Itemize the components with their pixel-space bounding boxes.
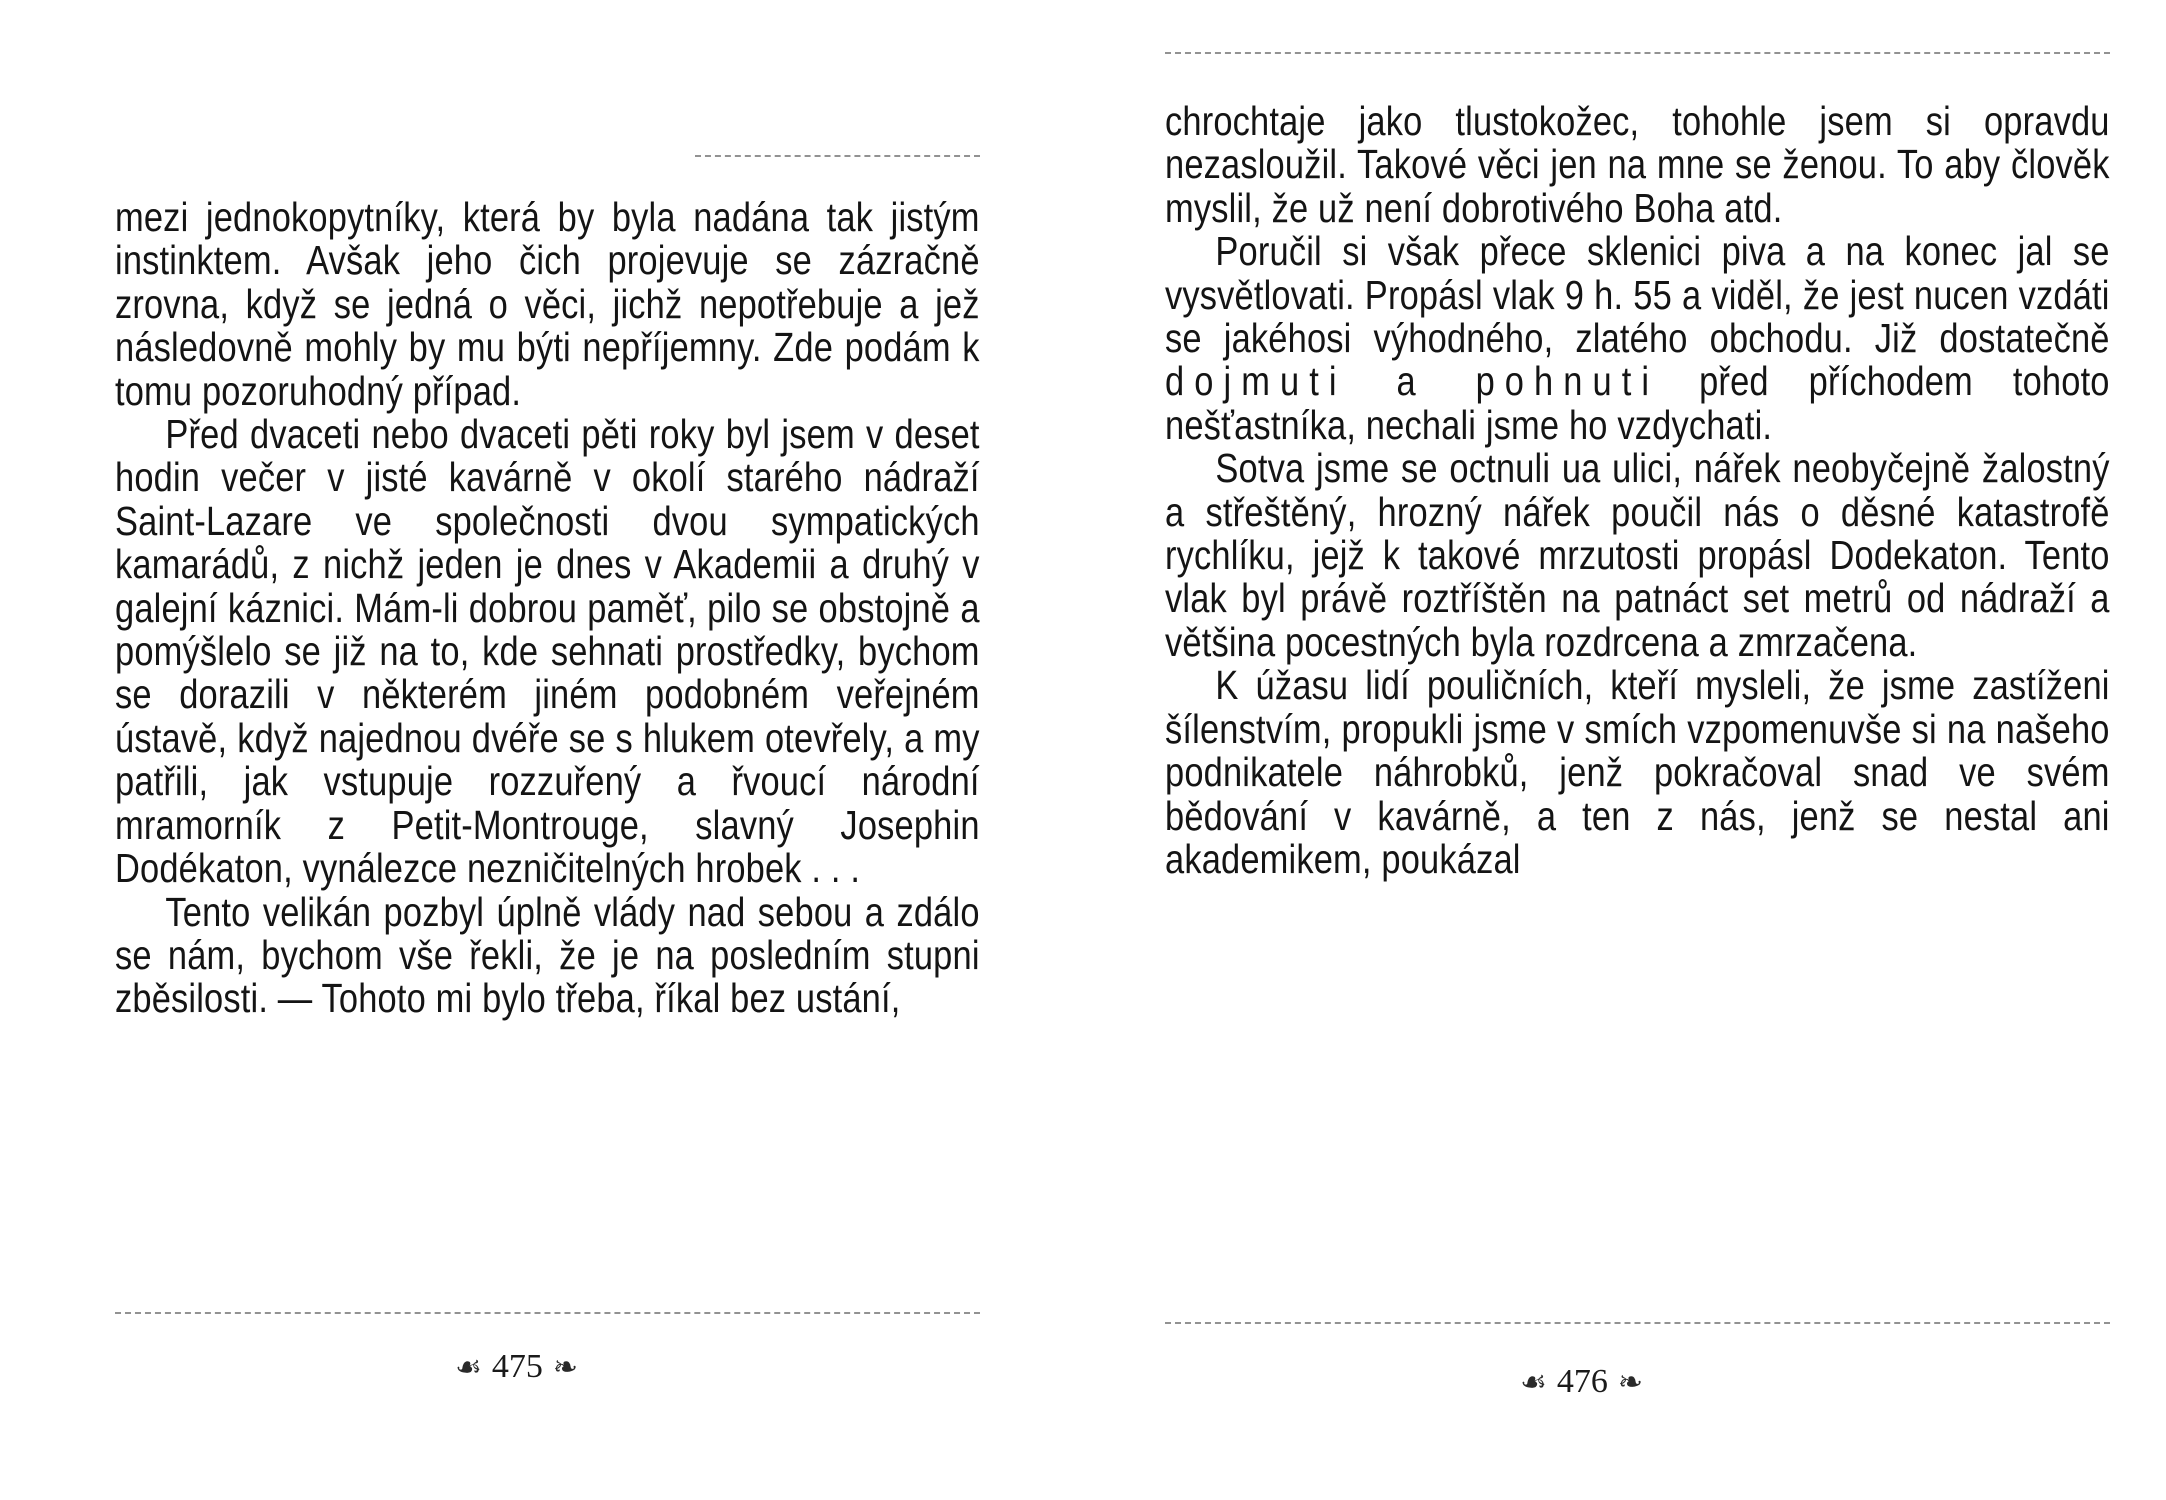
ornament-right-icon: ❧	[1617, 1365, 1644, 1399]
paragraph	[1165, 230, 2110, 447]
bottom-rule	[1165, 1322, 2110, 1324]
paragraph: Před dvaceti nebo dvaceti pěti roky byl jsem v deset hodin večer v jisté kavárně v okolí starého nádraží Saint-Lazare ve společnosti dvou sympatických kamarádů, z nichž jeden je dnes v Akademii a druhý v galejní káznici. Mám-li dobrou paměť, pilo se obstojně a pomýšlelo se již na to, kde sehnati prostředky, bychom se dorazili v některém jiném podobném veřejném ústavě, když najednou dvéře se s hlukem otevřely, a my patřili, jak vstupuje rozzuřený a řvoucí národní mramorník z Petit-Montrouge, slavný Josephin Dodékaton, vynálezce nezničitelných hrobek . . .	[115, 411, 980, 892]
page-number: 476	[1556, 1363, 1608, 1400]
paragraph: chrochtaje jako tlustokožec, tohohle jsem si opravdu nezasloužil. Takové věci jen na mne se ženou. To aby člověk myslil, že už není dobrotivého Boha atd.	[1165, 98, 2110, 231]
bottom-rule	[115, 1312, 980, 1314]
top-rule	[1165, 52, 2110, 54]
spaced-emphasis: dojmuti a pohnuti	[1165, 358, 1660, 405]
paragraph-text: před příchodem tohoto nešťastníka, nechali jsme ho vzdychati.	[1165, 358, 2110, 448]
right-page-text	[1165, 100, 2110, 881]
ornament-left-icon: ☙	[455, 1350, 482, 1384]
top-rule	[695, 155, 980, 157]
paragraph-text: Poručil si však přece sklenici piva a na konec jal se vysvětlovati. Propásl vlak 9 h. 55 a viděl, že jest nucen vzdáti se jakéhosi výhodného, zlatého obchodu. Již dostatečně	[1165, 228, 2110, 362]
paragraph: Tento velikán pozbyl úplně vlády nad sebou a zdálo se nám, bychom vše řekli, že je na posledním stupni zběsilosti. — Tohoto mi bylo třeba, říkal bez ustání,	[115, 888, 980, 1022]
ornament-left-icon: ☙	[1520, 1365, 1547, 1399]
page-number-block	[1520, 1363, 1643, 1401]
paragraph: Sotva jsme se octnuli ua ulici, nářek neobyčejně žalostný a střeštěný, hrozný nářek poučil nás o děsné katastrofě rychlíku, jejž k takové mrzutosti propásl Dodekaton. Tento vlak byl právě roztříštěn na patnáct set metrů od nádraží a většina pocestných byla rozdrcena a zmrzačena.	[1165, 445, 2110, 665]
page-number: 475	[491, 1348, 543, 1385]
paragraph: mezi jednokopytníky, která by byla nadána tak jistým instinktem. Avšak jeho čich projevuje se zázračně zrovna, když se jedná o věci, jichž nepotřebuje a jež následovně mohly by mu býti nepříjemny. Zde podám k tomu pozoruhodný případ.	[115, 194, 980, 414]
paragraph: K úžasu lidí pouličních, kteří mysleli, že jsme zastíženi šílenstvím, propukli jsme v smích vzpomenuvše si na našeho podnikatele náhrobků, jenž pokračoval snad ve svém bědování v kavárně, a ten z nás, jenž se nestal ani akademikem, poukázal	[1165, 662, 2110, 882]
ornament-right-icon: ❧	[552, 1350, 579, 1384]
left-page-text	[115, 196, 980, 1021]
page-number-block	[455, 1348, 578, 1386]
